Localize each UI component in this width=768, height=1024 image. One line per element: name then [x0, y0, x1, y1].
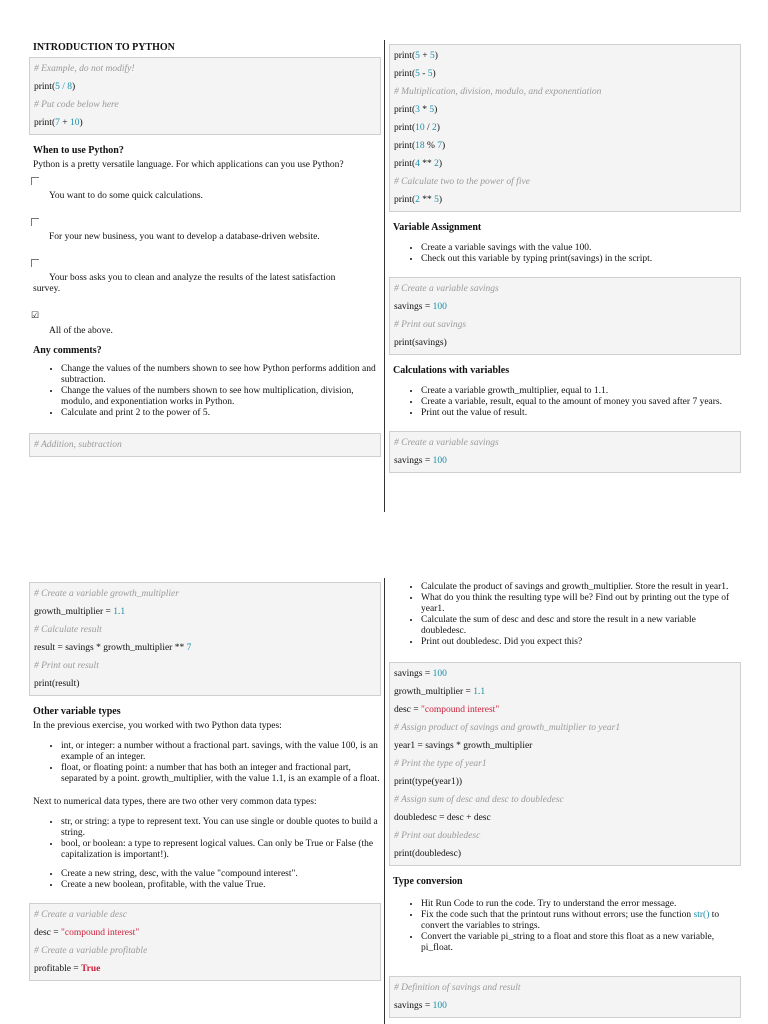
page-title: INTRODUCTION TO PYTHON — [33, 42, 175, 53]
list-item-text: to convert the variables to strings. — [421, 910, 720, 931]
answer-option[interactable] — [29, 311, 381, 337]
page2-left-column — [29, 582, 381, 981]
code-text: savings = — [394, 669, 433, 679]
code-box — [389, 44, 741, 212]
code-number: 2 — [434, 159, 439, 169]
answer-option-label: Your boss asks you to clean and analyze the results of the latest satisfaction survey. — [33, 273, 336, 294]
code-comment: # Addition, subtraction — [34, 440, 122, 450]
code-number: 5 — [415, 69, 420, 79]
list-item: • float, or floating point: a number that has both an integer and fractional part, separated by a point. growth_multiplier, with the value 1.1, is an example of a float. — [61, 763, 381, 785]
code-line — [34, 924, 376, 942]
answer-option[interactable] — [29, 177, 381, 202]
code-number: 100 — [432, 302, 447, 312]
code-text: print( — [394, 141, 416, 151]
code-line — [394, 334, 736, 352]
code-line — [34, 675, 376, 693]
code-line — [34, 603, 376, 621]
code-text: doubledesc = desc + desc — [394, 813, 491, 823]
code-line — [394, 191, 736, 209]
code-text: ) — [79, 118, 83, 128]
code-number: 1.1 — [113, 607, 126, 617]
code-text: result = savings * growth_multiplier ** — [34, 643, 187, 653]
code-number: 2 — [415, 195, 420, 205]
code-text: + — [59, 118, 70, 128]
code-text: print( — [394, 51, 416, 61]
code-line — [394, 452, 736, 470]
code-number: 10 — [69, 118, 80, 128]
list-item: • Convert the variable pi_string to a float and store this float as a new variable, pi_float. — [421, 932, 741, 954]
list-item: • Create a new string, desc, with the value "compound interest". — [61, 869, 381, 880]
code-line — [394, 845, 736, 863]
code-box — [389, 976, 741, 1018]
code-line — [394, 701, 736, 719]
code-text: print(doubledesc) — [394, 849, 462, 859]
code-number: 4 — [415, 159, 420, 169]
code-number: 3 — [415, 105, 420, 115]
list-item: • int, or integer: a number without a fractional part. savings, with the value 100, is an example of an integer. — [61, 741, 381, 763]
section-heading: Other variable types — [33, 706, 121, 717]
code-text: + — [419, 51, 430, 61]
code-comment: # Create a variable savings — [394, 438, 499, 448]
section-heading: Type conversion — [393, 876, 463, 887]
code-text: - — [419, 69, 428, 79]
code-number: 5 / 8 — [55, 82, 72, 92]
code-comment: # Create a variable savings — [394, 284, 499, 294]
code-text: savings = — [394, 302, 433, 312]
code-text: ** — [419, 195, 435, 205]
code-text: desc = — [34, 928, 61, 938]
page1-right-column — [389, 44, 741, 473]
code-line — [394, 809, 736, 827]
section-heading: Variable Assignment — [393, 222, 482, 233]
code-text: print( — [34, 82, 56, 92]
code-number: 100 — [432, 456, 447, 466]
code-number: 5 — [429, 105, 435, 115]
column-divider — [384, 40, 385, 512]
list-item — [421, 910, 741, 932]
code-text: year1 = savings * growth_multiplier — [394, 741, 533, 751]
code-text: savings = — [394, 456, 433, 466]
code-text: print(result) — [34, 679, 80, 689]
code-text: ) — [442, 141, 446, 151]
options-list — [29, 177, 381, 337]
instructions-list — [389, 899, 741, 954]
list-item: • bool, or boolean: a type to represent logical values. Can only be True or False (the capitalization is important!). — [61, 839, 381, 861]
code-box — [29, 57, 381, 135]
code-line — [394, 298, 736, 316]
list-item: • What do you think the resulting type will be? Find out by printing out the type of year1. — [421, 593, 741, 615]
code-box — [29, 582, 381, 696]
list-item: • Hit Run Code to run the code. Try to understand the error message. — [421, 899, 741, 910]
code-text: print( — [394, 69, 416, 79]
code-comment: # Definition of savings and result — [394, 983, 521, 993]
code-string: "compound interest" — [421, 705, 500, 715]
section-heading: When to use Python? — [33, 145, 124, 156]
list-item: • Calculate the sum of desc and desc and store the result in a new variable doubledesc. — [421, 615, 741, 637]
section-heading: Calculations with variables — [393, 365, 510, 376]
code-number: 7 — [437, 141, 443, 151]
answer-option[interactable] — [29, 259, 381, 295]
code-line — [394, 683, 736, 701]
list-item: • Calculate the product of savings and growth_multiplier. Store the result in year1. — [421, 582, 741, 593]
code-text: desc = — [394, 705, 421, 715]
answer-option-label: You want to do some quick calculations. — [49, 191, 203, 201]
code-line — [394, 773, 736, 791]
code-text: growth_multiplier = — [34, 607, 114, 617]
code-text: ) — [434, 51, 438, 61]
code-text: print(type(year1)) — [394, 777, 463, 787]
checkbox-icon[interactable] — [31, 218, 39, 226]
code-number: 5 — [429, 51, 435, 61]
function-name: str() — [693, 910, 710, 920]
code-text: growth_multiplier = — [394, 687, 474, 697]
code-text: ** — [419, 159, 435, 169]
code-number: 5 — [434, 195, 439, 205]
code-text: / — [424, 123, 432, 133]
code-comment: # Assign sum of desc and desc to doubledesc — [394, 795, 564, 805]
section-heading: Any comments? — [33, 345, 102, 356]
code-box — [389, 431, 741, 473]
list-item: • str, or string: a type to represent text. You can use single or double quotes to build a string. — [61, 817, 381, 839]
code-line — [394, 665, 736, 683]
code-text: ) — [436, 123, 440, 133]
code-box — [389, 662, 741, 866]
instructions-list — [29, 869, 381, 891]
instructions-list — [389, 386, 741, 419]
code-text: ) — [434, 105, 438, 115]
code-line — [34, 78, 376, 96]
paragraph: Next to numerical data types, there are two other very common data types: — [33, 797, 317, 807]
code-number: 5 — [415, 51, 420, 61]
code-string: "compound interest" — [61, 928, 140, 938]
code-text: % — [424, 141, 438, 151]
code-text: ) — [72, 82, 76, 92]
code-number: 1.1 — [473, 687, 486, 697]
code-number: 100 — [432, 1001, 447, 1011]
code-comment: # Create a variable desc — [34, 910, 128, 920]
code-line — [34, 639, 376, 657]
code-text: print( — [394, 123, 416, 133]
answer-option-label: For your new business, you want to develop a database-driven website. — [49, 232, 320, 242]
list-item: • Change the values of the numbers shown to see how multiplication, division, modulo, and exponentiation works in Python. — [61, 386, 379, 408]
code-number: 7 — [186, 643, 192, 653]
code-number: 18 — [415, 141, 425, 151]
code-line — [394, 65, 736, 83]
answer-option-label: All of the above. — [49, 326, 113, 336]
code-box — [29, 903, 381, 981]
list-item: • Check out this variable by typing print(savings) in the script. — [421, 254, 741, 265]
bullet-list — [29, 817, 381, 861]
list-item: • Change the values of the numbers shown to see how Python performs addition and subtraction. — [61, 364, 379, 386]
code-comment: # Calculate result — [34, 625, 102, 635]
code-box — [29, 433, 381, 457]
code-text: ) — [438, 195, 443, 205]
code-line — [394, 47, 736, 65]
checkbox-icon[interactable] — [31, 177, 39, 185]
list-item: • Create a variable growth_multiplier, equal to 1.1. — [421, 386, 741, 397]
code-text: print( — [394, 195, 416, 205]
code-comment: # Print the type of year1 — [394, 759, 487, 769]
page2-right-column — [389, 582, 741, 1018]
code-text: * — [419, 105, 430, 115]
question-text: Python is a pretty versatile language. For which applications can you use Python? — [33, 160, 344, 170]
code-box — [389, 277, 741, 355]
page1-left-column — [29, 42, 381, 457]
answer-option[interactable] — [29, 218, 381, 243]
instructions-list — [389, 582, 741, 648]
list-item: • Print out the value of result. — [421, 408, 741, 419]
code-number: 5 — [427, 69, 433, 79]
list-item-text: Fix the code such that the printout runs without errors; use the function — [421, 910, 694, 920]
code-text: print(savings) — [394, 338, 447, 348]
code-comment: # Multiplication, division, modulo, and exponentiation — [394, 87, 602, 97]
checkbox-icon[interactable] — [31, 259, 39, 267]
list-item: • Print out doubledesc. Did you expect this? — [421, 637, 741, 648]
code-text: savings = — [394, 1001, 433, 1011]
code-text: print( — [394, 159, 416, 169]
code-line — [394, 119, 736, 137]
checkbox-checked-icon[interactable]: ☑ — [31, 310, 40, 320]
list-item: • Create a new boolean, profitable, with the value True. — [61, 880, 381, 891]
list-item: • Calculate and print 2 to the power of 5. — [61, 408, 379, 419]
code-text: profitable = — [34, 964, 82, 974]
code-comment: # Create a variable growth_multiplier — [34, 589, 179, 599]
code-comment: # Print out result — [34, 661, 99, 671]
code-comment: # Calculate two to the power of five — [394, 177, 530, 187]
paragraph: In the previous exercise, you worked with two Python data types: — [33, 721, 282, 731]
code-line — [394, 155, 736, 173]
code-keyword: True — [81, 964, 101, 974]
code-number: 7 — [55, 118, 60, 128]
instructions-list — [389, 243, 741, 265]
code-text: ) — [438, 159, 443, 169]
code-line — [34, 114, 376, 132]
code-line — [394, 137, 736, 155]
code-line — [34, 960, 376, 978]
list-item: • Create a variable, result, equal to the amount of money you saved after 7 years. — [421, 397, 741, 408]
code-number: 2 — [432, 123, 437, 133]
code-text: print( — [394, 105, 416, 115]
code-comment: # Put code below here — [34, 100, 119, 110]
code-comment: # Assign product of savings and growth_multiplier to year1 — [394, 723, 621, 733]
instructions-list — [29, 364, 379, 419]
column-divider — [384, 578, 385, 1024]
code-text: ) — [432, 69, 436, 79]
code-number: 10 — [415, 123, 425, 133]
code-line — [394, 101, 736, 119]
list-item: • Create a variable savings with the value 100. — [421, 243, 741, 254]
code-text: print( — [34, 118, 56, 128]
code-comment: # Example, do not modify! — [34, 64, 135, 74]
code-line — [394, 997, 736, 1015]
code-comment: # Print out doubledesc — [394, 831, 481, 841]
code-comment: # Print out savings — [394, 320, 467, 330]
code-number: 100 — [432, 669, 447, 679]
bullet-list — [29, 741, 381, 785]
code-comment: # Create a variable profitable — [34, 946, 148, 956]
code-line — [394, 737, 736, 755]
